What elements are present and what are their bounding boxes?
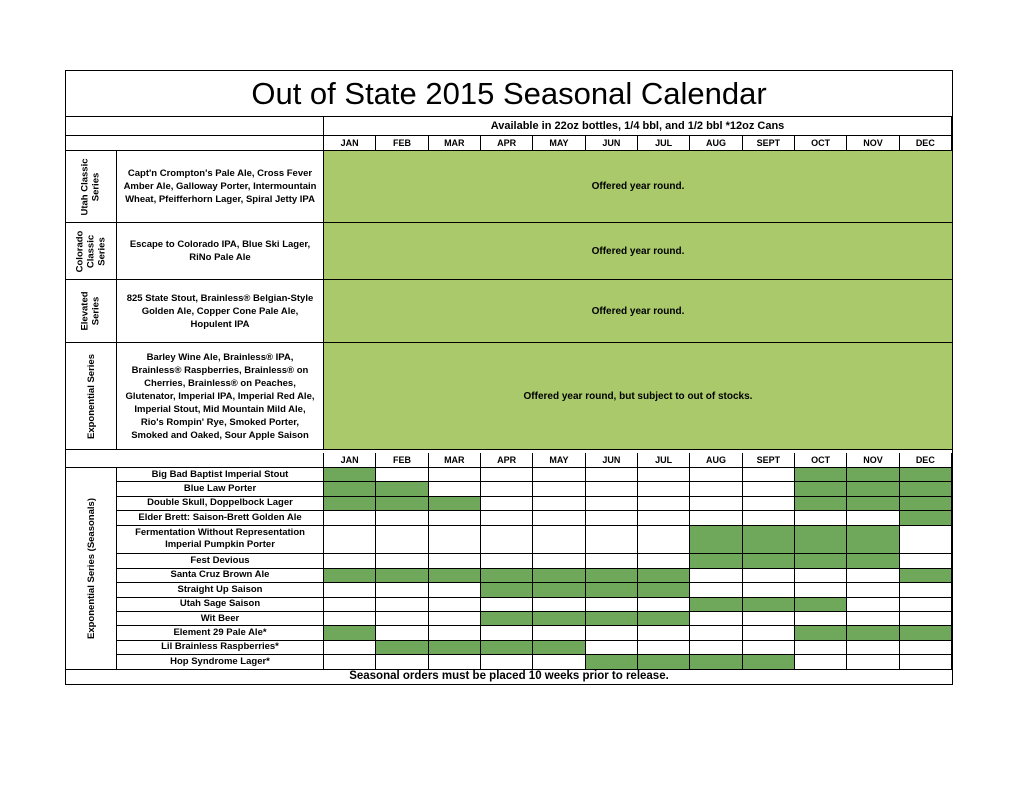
seasonal-month-header-month-feb: FEB: [376, 453, 428, 468]
month-empty-cell: [638, 526, 690, 555]
series-label-text: [80, 158, 102, 215]
month-available-cell: [586, 612, 638, 626]
month-available-cell: [900, 626, 952, 640]
month-available-cell: [481, 569, 533, 583]
month-available-cell: [795, 468, 847, 482]
series-label-line: Exponential Series: [85, 353, 97, 439]
month-empty-cell: [638, 468, 690, 482]
seasonal-beer-name: Lil Brainless Raspberries*: [117, 641, 324, 655]
month-available-cell: [481, 583, 533, 597]
month-empty-cell: [586, 598, 638, 612]
month-empty-cell: [690, 583, 742, 597]
seasonal-beer-name: Wit Beer: [117, 612, 324, 626]
month-empty-cell: [533, 468, 585, 482]
seasonal-month-header-month-sept: SEPT: [743, 453, 795, 468]
month-empty-cell: [376, 511, 428, 525]
month-available-cell: [376, 482, 428, 496]
month-available-cell: [743, 526, 795, 555]
seasonal-month-header-spacer: [66, 453, 324, 468]
month-header-month-oct: OCT: [795, 136, 847, 151]
month-empty-cell: [533, 497, 585, 511]
month-available-cell: [690, 526, 742, 555]
month-empty-cell: [795, 612, 847, 626]
month-empty-cell: [586, 497, 638, 511]
series-label-text: [80, 291, 102, 330]
month-empty-cell: [481, 526, 533, 555]
month-empty-cell: [743, 468, 795, 482]
month-empty-cell: [429, 468, 481, 482]
month-available-cell: [324, 482, 376, 496]
seasonal-beer-name: Double Skull, Doppelbock Lager: [117, 497, 324, 511]
page-title: Out of State 2015 Seasonal Calendar: [66, 71, 952, 117]
month-available-cell: [638, 583, 690, 597]
month-empty-cell: [847, 583, 899, 597]
seasonal-month-header-month-jan: JAN: [324, 453, 376, 468]
seasonal-month-header-month-may: MAY: [533, 453, 585, 468]
month-available-cell: [638, 569, 690, 583]
month-empty-cell: [481, 468, 533, 482]
month-empty-cell: [690, 569, 742, 583]
month-available-cell: [795, 526, 847, 555]
series-label-text: [86, 353, 97, 438]
month-empty-cell: [900, 641, 952, 655]
seasonal-month-header-month-jun: JUN: [586, 453, 638, 468]
month-empty-cell: [900, 598, 952, 612]
month-empty-cell: [376, 526, 428, 555]
month-empty-cell: [690, 511, 742, 525]
seasonal-beer-name: Fest Devious: [117, 554, 324, 568]
month-available-cell: [847, 554, 899, 568]
month-empty-cell: [533, 526, 585, 555]
month-empty-cell: [743, 626, 795, 640]
seasonal-beer-name: Blue Law Porter: [117, 482, 324, 496]
series-label: [66, 223, 117, 280]
seasonal-beer-name: Straight Up Saison: [117, 583, 324, 597]
month-available-cell: [900, 569, 952, 583]
month-empty-cell: [324, 583, 376, 597]
month-header-month-may: MAY: [533, 136, 585, 151]
month-available-cell: [429, 569, 481, 583]
month-empty-cell: [324, 554, 376, 568]
month-empty-cell: [690, 626, 742, 640]
month-header-month-aug: AUG: [690, 136, 742, 151]
seasonal-series-label: [66, 468, 117, 670]
month-empty-cell: [481, 497, 533, 511]
series-label-line: Colorado: [74, 230, 86, 272]
month-empty-cell: [900, 612, 952, 626]
month-available-cell: [376, 641, 428, 655]
month-empty-cell: [847, 641, 899, 655]
month-empty-cell: [795, 641, 847, 655]
month-empty-cell: [429, 583, 481, 597]
month-available-cell: [376, 497, 428, 511]
month-available-cell: [847, 626, 899, 640]
month-available-cell: [324, 497, 376, 511]
month-empty-cell: [324, 511, 376, 525]
month-empty-cell: [376, 468, 428, 482]
month-available-cell: [533, 583, 585, 597]
seasonal-month-header-month-dec: DEC: [900, 453, 952, 468]
footer-note: Seasonal orders must be placed 10 weeks prior to release.: [349, 670, 669, 682]
seasonal-beer-name: Hop Syndrome Lager*: [117, 655, 324, 669]
month-empty-cell: [376, 598, 428, 612]
month-empty-cell: [429, 511, 481, 525]
month-empty-cell: [638, 598, 690, 612]
month-empty-cell: [795, 569, 847, 583]
month-available-cell: [481, 641, 533, 655]
month-empty-cell: [638, 626, 690, 640]
month-header-month-feb: FEB: [376, 136, 428, 151]
series-label: [66, 343, 117, 450]
month-header-month-jan: JAN: [324, 136, 376, 151]
month-available-cell: [638, 612, 690, 626]
seasonal-series-label-text: Exponential Series (Seasonals): [85, 497, 97, 639]
seasonal-beer-name: Santa Cruz Brown Ale: [117, 569, 324, 583]
month-empty-cell: [324, 598, 376, 612]
month-available-cell: [324, 569, 376, 583]
month-empty-cell: [586, 526, 638, 555]
month-empty-cell: [638, 482, 690, 496]
series-label: [66, 151, 117, 223]
month-available-cell: [533, 569, 585, 583]
month-empty-cell: [638, 497, 690, 511]
series-beers: Capt'n Crompton's Pale Ale, Cross Fever Amber Ale, Galloway Porter, Intermountain Wheat, Pfeifferhorn Lager, Spiral Jetty IPA: [117, 151, 324, 223]
month-available-cell: [324, 626, 376, 640]
month-empty-cell: [900, 554, 952, 568]
month-available-cell: [533, 612, 585, 626]
month-available-cell: [743, 554, 795, 568]
month-empty-cell: [533, 598, 585, 612]
month-available-cell: [847, 482, 899, 496]
seasonal-beer-name: Big Bad Baptist Imperial Stout: [117, 468, 324, 482]
month-empty-cell: [376, 626, 428, 640]
month-empty-cell: [533, 554, 585, 568]
month-empty-cell: [743, 569, 795, 583]
seasonal-beer-name: Element 29 Pale Ale*: [117, 626, 324, 640]
month-empty-cell: [429, 526, 481, 555]
month-header-month-nov: NOV: [847, 136, 899, 151]
series-label: [66, 280, 117, 343]
month-empty-cell: [376, 554, 428, 568]
month-available-cell: [795, 482, 847, 496]
month-empty-cell: [743, 583, 795, 597]
month-empty-cell: [376, 612, 428, 626]
series-label-line: Series: [90, 296, 102, 326]
month-available-cell: [900, 511, 952, 525]
month-empty-cell: [638, 554, 690, 568]
month-empty-cell: [533, 511, 585, 525]
month-empty-cell: [743, 641, 795, 655]
month-available-cell: [795, 626, 847, 640]
month-header-month-jul: JUL: [638, 136, 690, 151]
year-round-note: Offered year round.: [324, 223, 952, 280]
month-header-spacer: [66, 136, 324, 151]
month-empty-cell: [743, 612, 795, 626]
series-label-line: Series: [96, 236, 108, 266]
seasonal-month-header-month-apr: APR: [481, 453, 533, 468]
month-available-cell: [847, 526, 899, 555]
month-empty-cell: [847, 569, 899, 583]
month-available-cell: [690, 598, 742, 612]
month-empty-cell: [638, 641, 690, 655]
month-available-cell: [429, 497, 481, 511]
month-empty-cell: [743, 482, 795, 496]
month-empty-cell: [429, 626, 481, 640]
month-available-cell: [429, 641, 481, 655]
month-header-month-jun: JUN: [586, 136, 638, 151]
month-available-cell: [481, 612, 533, 626]
month-header-month-apr: APR: [481, 136, 533, 151]
series-label-text: [74, 230, 107, 272]
calendar-frame: [65, 70, 953, 685]
month-empty-cell: [690, 468, 742, 482]
month-available-cell: [847, 497, 899, 511]
month-empty-cell: [690, 641, 742, 655]
year-round-note: Offered year round.: [324, 280, 952, 343]
month-header-month-mar: MAR: [429, 136, 481, 151]
month-empty-cell: [743, 511, 795, 525]
seasonal-month-header-month-jul: JUL: [638, 453, 690, 468]
month-empty-cell: [690, 497, 742, 511]
month-empty-cell: [586, 482, 638, 496]
month-empty-cell: [847, 612, 899, 626]
month-empty-cell: [429, 598, 481, 612]
series-label-line: Utah Classic: [80, 157, 91, 216]
month-empty-cell: [481, 554, 533, 568]
month-empty-cell: [481, 482, 533, 496]
month-empty-cell: [795, 583, 847, 597]
month-empty-cell: [847, 511, 899, 525]
series-label-line: Elevated: [79, 291, 91, 331]
month-empty-cell: [795, 511, 847, 525]
month-available-cell: [795, 554, 847, 568]
year-round-note: Offered year round.: [324, 151, 952, 223]
month-empty-cell: [900, 526, 952, 555]
seasonal-beer-name: Elder Brett: Saison-Brett Golden Ale: [117, 511, 324, 525]
month-available-cell: [900, 482, 952, 496]
month-empty-cell: [743, 497, 795, 511]
month-empty-cell: [324, 612, 376, 626]
month-available-cell: [743, 598, 795, 612]
month-empty-cell: [586, 641, 638, 655]
series-beers: Barley Wine Ale, Brainless® IPA, Brainless® Raspberries, Brainless® on Cherries, Brainless® on Peaches, Glutenator, Imperial IPA, Imperial Red Ale, Imperial Stout, Mid Mountain Mild Ale, Rio's Rompin' Rye, Smoked Porter, Smoked and Oaked, Sour Apple Saison: [117, 343, 324, 450]
month-available-cell: [586, 583, 638, 597]
month-empty-cell: [324, 641, 376, 655]
series-label-line: Classic: [85, 234, 97, 268]
series-beers: 825 State Stout, Brainless® Belgian-Style Golden Ale, Copper Cone Pale Ale, Hopulent IPA: [117, 280, 324, 343]
seasonal-month-header-month-oct: OCT: [795, 453, 847, 468]
month-available-cell: [847, 468, 899, 482]
month-empty-cell: [900, 583, 952, 597]
month-empty-cell: [481, 511, 533, 525]
month-header-month-sept: SEPT: [743, 136, 795, 151]
month-empty-cell: [586, 511, 638, 525]
month-empty-cell: [376, 583, 428, 597]
month-header-month-dec: DEC: [900, 136, 952, 151]
month-empty-cell: [481, 598, 533, 612]
month-empty-cell: [533, 626, 585, 640]
seasonal-month-header-month-aug: AUG: [690, 453, 742, 468]
month-available-cell: [900, 468, 952, 482]
month-empty-cell: [429, 612, 481, 626]
month-empty-cell: [429, 482, 481, 496]
seasonal-month-header-month-mar: MAR: [429, 453, 481, 468]
series-beers: Escape to Colorado IPA, Blue Ski Lager, RiNo Pale Ale: [117, 223, 324, 280]
month-available-cell: [586, 569, 638, 583]
year-round-note: Offered year round, but subject to out of stocks.: [324, 343, 952, 450]
month-empty-cell: [324, 526, 376, 555]
month-available-cell: [795, 598, 847, 612]
availability-header: Available in 22oz bottles, 1/4 bbl, and 1/2 bbl *12oz Cans: [324, 116, 952, 136]
month-empty-cell: [429, 554, 481, 568]
month-empty-cell: [586, 468, 638, 482]
month-available-cell: [533, 641, 585, 655]
month-available-cell: [376, 569, 428, 583]
series-label-line: Series: [91, 172, 102, 201]
month-available-cell: [690, 554, 742, 568]
month-empty-cell: [690, 482, 742, 496]
left-spacer: [66, 116, 324, 136]
month-empty-cell: [481, 626, 533, 640]
seasonal-beer-name: Fermentation Without Representation Imperial Pumpkin Porter: [117, 526, 324, 555]
seasonal-month-header-month-nov: NOV: [847, 453, 899, 468]
month-empty-cell: [638, 511, 690, 525]
month-empty-cell: [586, 626, 638, 640]
month-available-cell: [900, 497, 952, 511]
month-available-cell: [324, 468, 376, 482]
month-empty-cell: [690, 612, 742, 626]
month-empty-cell: [586, 554, 638, 568]
month-empty-cell: [847, 598, 899, 612]
seasonal-beer-name: Utah Sage Saison: [117, 598, 324, 612]
month-empty-cell: [533, 482, 585, 496]
month-available-cell: [795, 497, 847, 511]
